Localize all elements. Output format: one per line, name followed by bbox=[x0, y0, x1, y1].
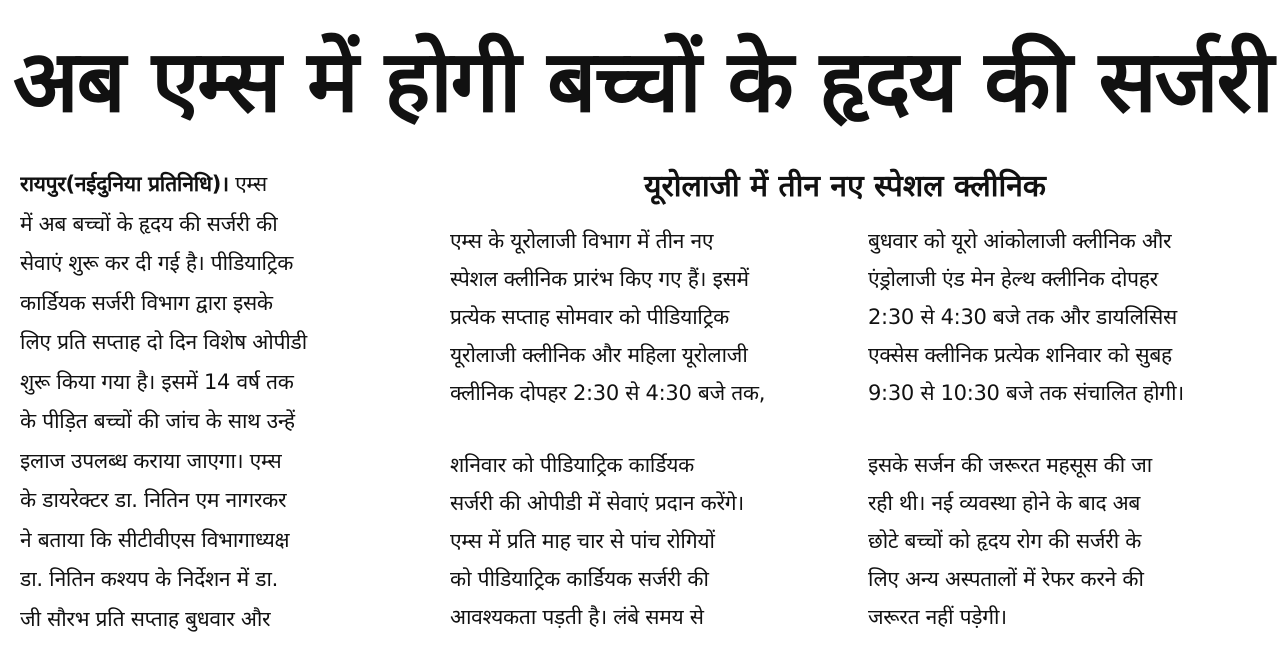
right-line: जरूरत नहीं पड़ेगी। bbox=[868, 605, 1007, 629]
right-line: 9:30 से 10:30 बजे तक संचालित होगी। bbox=[868, 381, 1184, 405]
right-line: छोटे बच्चों को हृदय रोग की सर्जरी के bbox=[868, 529, 1142, 553]
right-line: बुधवार को यूरो आंकोलाजी क्लीनिक और bbox=[868, 229, 1172, 253]
left-line: डा. नितिन कश्यप के निर्देशन में डा. bbox=[20, 567, 279, 591]
middle-line: एम्स के यूरोलाजी विभाग में तीन नए bbox=[450, 229, 714, 253]
paragraph-gap bbox=[450, 412, 838, 446]
left-line: सेवाएं शुरू कर दी गई है। पीडियाट्रिक bbox=[20, 251, 294, 275]
left-line bbox=[20, 165, 415, 205]
left-line: जी सौरभ प्रति सप्ताह बुधवार और bbox=[20, 606, 271, 631]
middle-line: प्रत्येक सप्ताह सोमवार को पीडियाट्रिक bbox=[450, 305, 729, 329]
left-line: के पीड़ित बच्चों की जांच के साथ उन्हें bbox=[20, 409, 295, 433]
right-line: रही थी। नई व्यवस्था होने के बाद अब bbox=[868, 491, 1141, 515]
left-line: ने बताया कि सीटीवीएस विभागाध्यक्ष bbox=[20, 527, 290, 552]
middle-column bbox=[450, 222, 838, 667]
left-line: के डायरेक्टर डा. नितिन एम नागरकर bbox=[20, 488, 287, 512]
middle-line: को पीडियाट्रिक कार्डियक सर्जरी की bbox=[450, 567, 709, 591]
left-first-line-rest: एम्स bbox=[228, 172, 267, 196]
middle-line: क्लीनिक दोपहर 2:30 से 4:30 बजे तक, bbox=[450, 381, 766, 405]
left-line: शुरू किया गया है। इसमें 14 वर्ष तक bbox=[20, 369, 294, 394]
left-line: कार्डियक सर्जरी विभाग द्वारा इसके bbox=[20, 290, 273, 315]
paragraph-gap bbox=[868, 412, 1258, 446]
right-column bbox=[868, 222, 1258, 667]
right-line: एंड्रोलाजी एंड मेन हेल्थ क्लीनिक दोपहर bbox=[868, 267, 1158, 291]
left-line: लिए प्रति सप्ताह दो दिन विशेष ओपीडी bbox=[20, 330, 307, 354]
headline: अब एम्स में होगी बच्चों के हृदय की सर्जरी bbox=[12, 32, 1273, 132]
middle-line: स्पेशल क्लीनिक प्रारंभ किए गए हैं। इसमें bbox=[450, 267, 749, 291]
left-line: इलाज उपलब्ध कराया जाएगा। एम्स bbox=[20, 448, 282, 473]
left-column bbox=[20, 165, 415, 665]
left-line: में अब बच्चों के हृदय की सर्जरी की bbox=[20, 211, 278, 236]
right-line: लिए अन्य अस्पतालों में रेफर करने की bbox=[868, 567, 1144, 591]
middle-line: एम्स में प्रति माह चार से पांच रोगियों bbox=[450, 529, 715, 553]
middle-line: यूरोलाजी क्लीनिक और महिला यूरोलाजी bbox=[450, 343, 748, 367]
right-line: इसके सर्जन की जरूरत महसूस की जा bbox=[868, 453, 1152, 477]
middle-line: आवश्यकता पड़ती है। लंबे समय से bbox=[450, 605, 704, 629]
dateline: रायपुर(नईदुनिया प्रतिनिधि)। bbox=[20, 172, 229, 196]
middle-line: शनिवार को पीडियाट्रिक कार्डियक bbox=[450, 453, 694, 477]
right-line: 2:30 से 4:30 बजे तक और डायलिसिस bbox=[868, 305, 1177, 329]
right-line: एक्सेस क्लीनिक प्रत्येक शनिवार को सुबह bbox=[868, 343, 1172, 367]
middle-line: सर्जरी की ओपीडी में सेवाएं प्रदान करेंगे। bbox=[450, 491, 744, 515]
subheading: यूरोलाजी में तीन नए स्पेशल क्लीनिक bbox=[644, 169, 1046, 204]
